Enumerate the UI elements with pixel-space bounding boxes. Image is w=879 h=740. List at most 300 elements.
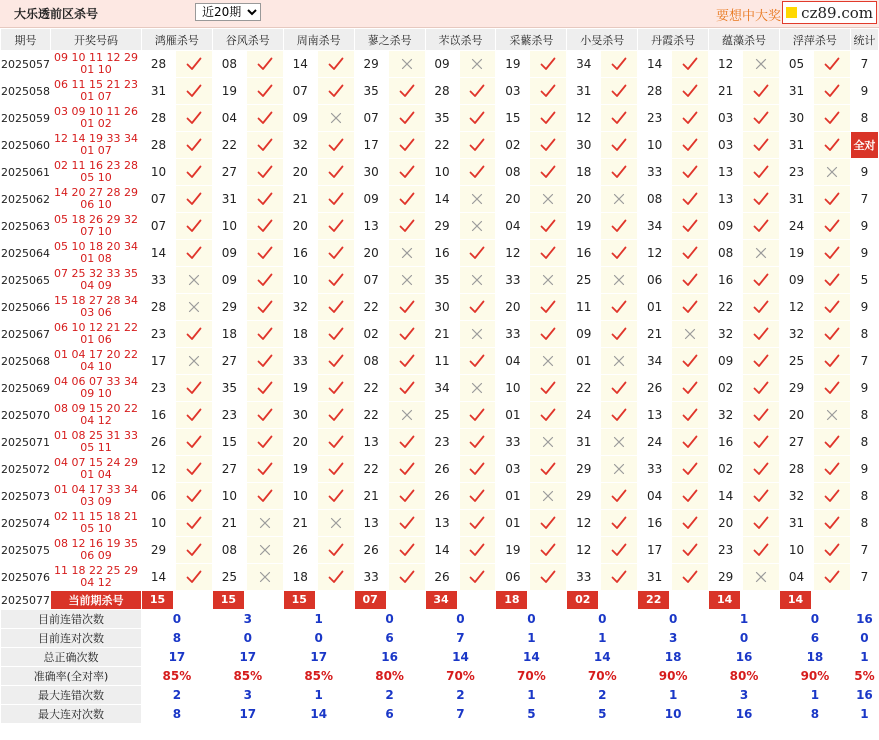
draw-numbers-cell xyxy=(51,186,142,213)
kill-number-cell: 21 xyxy=(354,483,388,510)
back-numbers: 09 10 xyxy=(80,387,112,400)
kill-number-cell: 09 xyxy=(567,321,601,348)
kill-number-cell: 32 xyxy=(779,483,813,510)
check-icon xyxy=(813,483,850,510)
cross-icon xyxy=(175,348,212,375)
check-icon xyxy=(246,321,283,348)
check-icon xyxy=(530,456,567,483)
check-icon xyxy=(246,78,283,105)
col-fuping: 浮萍杀号 xyxy=(779,29,850,51)
cross-icon xyxy=(530,483,567,510)
summary-value: 0 xyxy=(425,610,496,629)
check-icon xyxy=(813,267,850,294)
kill-number-cell: 33 xyxy=(141,267,175,294)
current-kill-cell xyxy=(141,591,175,610)
check-icon xyxy=(530,105,567,132)
check-icon xyxy=(813,240,850,267)
top-bar xyxy=(0,0,879,28)
check-icon xyxy=(388,159,425,186)
stat-cell: 8 xyxy=(850,321,878,348)
period-cell: 2025061 xyxy=(1,159,51,186)
kill-number-cell: 11 xyxy=(425,348,459,375)
kill-number-cell: 26 xyxy=(425,456,459,483)
kill-number-cell: 07 xyxy=(283,78,317,105)
kill-number-cell: 12 xyxy=(141,456,175,483)
check-icon xyxy=(601,240,638,267)
table-row xyxy=(1,132,879,159)
front-numbers: 14 20 27 28 29 xyxy=(53,186,138,199)
check-icon xyxy=(672,537,709,564)
kill-number-cell: 35 xyxy=(354,78,388,105)
front-numbers: 08 09 15 20 22 xyxy=(53,402,138,415)
kill-number-cell: 06 xyxy=(141,483,175,510)
summary-value: 3 xyxy=(212,686,283,705)
draw-numbers-cell xyxy=(51,402,142,429)
kill-number-cell: 10 xyxy=(283,483,317,510)
kill-number-cell: 27 xyxy=(212,348,246,375)
summary-value: 6 xyxy=(779,629,850,648)
summary-value: 0 xyxy=(141,610,212,629)
col-yunzao: 蕴藻杀号 xyxy=(709,29,780,51)
summary-value: 6 xyxy=(354,629,425,648)
check-icon xyxy=(672,267,709,294)
summary-value: 1 xyxy=(496,686,567,705)
kill-number-cell: 26 xyxy=(638,375,672,402)
current-kill-badge: 02 xyxy=(567,591,598,609)
check-icon xyxy=(388,456,425,483)
kill-number-cell: 27 xyxy=(779,429,813,456)
kill-number-cell: 35 xyxy=(212,375,246,402)
kill-number-cell: 23 xyxy=(638,105,672,132)
cross-icon xyxy=(459,375,496,402)
cross-icon xyxy=(601,348,638,375)
back-numbers: 05 10 xyxy=(80,171,112,184)
summary-value: 0 xyxy=(354,610,425,629)
check-icon xyxy=(175,159,212,186)
stat-cell: 9 xyxy=(850,159,878,186)
kill-number-cell: 32 xyxy=(283,132,317,159)
kill-number-cell: 13 xyxy=(354,510,388,537)
stat-cell: 7 xyxy=(850,537,878,564)
kill-number-cell: 10 xyxy=(779,537,813,564)
kill-number-cell: 01 xyxy=(638,294,672,321)
check-icon xyxy=(813,321,850,348)
kill-number-cell: 13 xyxy=(709,159,743,186)
stat-cell: 5 xyxy=(850,267,878,294)
period-cell: 2025068 xyxy=(1,348,51,375)
period-cell: 2025059 xyxy=(1,105,51,132)
kill-number-cell: 22 xyxy=(212,132,246,159)
kill-number-cell: 01 xyxy=(496,510,530,537)
draw-numbers-cell xyxy=(51,213,142,240)
check-icon xyxy=(317,240,354,267)
front-numbers: 07 25 32 33 35 xyxy=(53,267,138,280)
kill-number-cell: 08 xyxy=(212,51,246,78)
kill-number-cell: 23 xyxy=(141,321,175,348)
kill-number-cell: 03 xyxy=(709,132,743,159)
kill-number-cell: 22 xyxy=(354,375,388,402)
check-icon xyxy=(743,483,780,510)
kill-number-cell: 12 xyxy=(709,51,743,78)
check-icon xyxy=(601,51,638,78)
site-logo[interactable] xyxy=(782,1,877,24)
cross-icon xyxy=(813,402,850,429)
summary-value: 3 xyxy=(709,686,780,705)
cross-icon xyxy=(672,321,709,348)
kill-number-cell: 25 xyxy=(567,267,601,294)
summary-value: 0 xyxy=(638,610,709,629)
kill-number-cell: 28 xyxy=(141,105,175,132)
current-kill-label: 当前期杀号 xyxy=(51,591,142,610)
check-icon xyxy=(530,213,567,240)
table-row xyxy=(1,483,879,510)
table-row xyxy=(1,240,879,267)
draw-numbers-cell xyxy=(51,159,142,186)
kill-number-cell: 28 xyxy=(779,456,813,483)
kill-number-cell: 13 xyxy=(425,510,459,537)
check-icon xyxy=(530,537,567,564)
table-row xyxy=(1,78,879,105)
kill-number-cell: 26 xyxy=(425,564,459,591)
check-icon xyxy=(743,537,780,564)
kill-number-cell: 10 xyxy=(212,213,246,240)
check-icon xyxy=(530,321,567,348)
check-icon xyxy=(813,564,850,591)
check-icon xyxy=(813,510,850,537)
cross-icon xyxy=(530,429,567,456)
front-numbers: 02 11 15 18 21 xyxy=(53,510,138,523)
kill-number-cell: 23 xyxy=(212,402,246,429)
kill-number-cell: 31 xyxy=(779,186,813,213)
check-icon xyxy=(530,78,567,105)
period-cell: 2025069 xyxy=(1,375,51,402)
summary-value: 85% xyxy=(283,667,354,686)
draw-numbers-cell xyxy=(51,429,142,456)
check-icon xyxy=(672,213,709,240)
kill-number-cell: 33 xyxy=(496,267,530,294)
blank-cell xyxy=(317,591,354,610)
current-period-row xyxy=(1,591,879,610)
check-icon xyxy=(813,186,850,213)
kill-number-cell: 13 xyxy=(709,186,743,213)
front-numbers: 08 12 16 19 35 xyxy=(53,537,138,550)
check-icon xyxy=(530,132,567,159)
check-icon xyxy=(388,348,425,375)
summary-value: 8 xyxy=(141,629,212,648)
cross-icon xyxy=(317,105,354,132)
summary-value: 1 xyxy=(779,686,850,705)
check-icon xyxy=(459,159,496,186)
check-icon xyxy=(743,213,780,240)
kill-number-cell: 01 xyxy=(496,483,530,510)
kill-number-cell: 02 xyxy=(709,375,743,402)
kill-number-cell: 17 xyxy=(354,132,388,159)
check-icon xyxy=(459,348,496,375)
kill-number-cell: 20 xyxy=(283,429,317,456)
summary-value: 80% xyxy=(709,667,780,686)
table-row xyxy=(1,375,879,402)
current-kill-badge: 18 xyxy=(496,591,527,609)
check-icon xyxy=(530,240,567,267)
check-icon xyxy=(317,456,354,483)
kill-number-cell: 19 xyxy=(567,213,601,240)
check-icon xyxy=(388,294,425,321)
check-icon xyxy=(175,321,212,348)
period-cell: 2025076 xyxy=(1,564,51,591)
kill-number-cell: 21 xyxy=(212,510,246,537)
period-cell: 2025073 xyxy=(1,483,51,510)
kill-number-cell: 10 xyxy=(496,375,530,402)
kill-number-cell: 09 xyxy=(779,267,813,294)
summary-label: 最大连错次数 xyxy=(1,686,142,705)
summary-value: 0 xyxy=(709,629,780,648)
front-numbers: 03 09 10 11 26 xyxy=(53,105,138,118)
kill-number-cell: 29 xyxy=(779,375,813,402)
period-cell: 2025063 xyxy=(1,213,51,240)
front-numbers: 01 08 25 31 33 xyxy=(53,429,138,442)
kill-number-cell: 14 xyxy=(425,186,459,213)
draw-numbers-cell xyxy=(51,456,142,483)
cross-icon xyxy=(246,537,283,564)
kill-number-cell: 25 xyxy=(425,402,459,429)
kill-number-cell: 26 xyxy=(141,429,175,456)
check-icon xyxy=(317,321,354,348)
check-icon xyxy=(388,105,425,132)
kill-number-cell: 34 xyxy=(425,375,459,402)
kill-number-cell: 07 xyxy=(141,213,175,240)
cross-icon xyxy=(601,186,638,213)
check-icon xyxy=(459,132,496,159)
kill-number-cell: 30 xyxy=(354,159,388,186)
kill-number-cell: 10 xyxy=(212,483,246,510)
summary-value: 10 xyxy=(638,705,709,724)
summary-value: 17 xyxy=(141,648,212,667)
kill-number-cell: 28 xyxy=(141,294,175,321)
check-icon xyxy=(743,348,780,375)
col-caifan: 采蘩杀号 xyxy=(496,29,567,51)
header-row xyxy=(1,29,879,51)
check-icon xyxy=(459,240,496,267)
check-icon xyxy=(672,348,709,375)
kill-number-cell: 10 xyxy=(283,267,317,294)
check-icon xyxy=(530,510,567,537)
cross-icon xyxy=(601,456,638,483)
current-kill-cell xyxy=(283,591,317,610)
current-kill-badge: 14 xyxy=(709,591,740,609)
kill-number-cell: 16 xyxy=(638,510,672,537)
current-kill-cell xyxy=(638,591,672,610)
blank-cell xyxy=(672,591,709,610)
kill-number-cell: 24 xyxy=(779,213,813,240)
back-numbers: 04 12 xyxy=(80,576,112,589)
kill-number-cell: 30 xyxy=(283,402,317,429)
check-icon xyxy=(813,132,850,159)
draw-numbers-cell xyxy=(51,267,142,294)
stat-cell: 8 xyxy=(850,483,878,510)
kill-number-cell: 09 xyxy=(283,105,317,132)
check-icon xyxy=(317,159,354,186)
kill-number-cell: 31 xyxy=(638,564,672,591)
check-icon xyxy=(317,294,354,321)
blank-cell xyxy=(246,591,283,610)
front-numbers: 06 10 12 21 22 xyxy=(53,321,138,334)
summary-value: 14 xyxy=(496,648,567,667)
summary-value: 3 xyxy=(638,629,709,648)
cross-icon xyxy=(175,267,212,294)
check-icon xyxy=(672,402,709,429)
kill-number-cell: 21 xyxy=(709,78,743,105)
kill-number-cell: 22 xyxy=(709,294,743,321)
kill-number-cell: 29 xyxy=(141,537,175,564)
summary-value: 90% xyxy=(638,667,709,686)
kill-number-cell: 23 xyxy=(779,159,813,186)
period-range-select[interactable] xyxy=(195,3,261,21)
check-icon xyxy=(601,132,638,159)
summary-value: 8 xyxy=(779,705,850,724)
check-icon xyxy=(246,105,283,132)
current-kill-badge: 14 xyxy=(780,591,811,609)
kill-number-cell: 22 xyxy=(354,294,388,321)
check-icon xyxy=(813,78,850,105)
kill-number-cell: 20 xyxy=(496,186,530,213)
current-kill-cell xyxy=(567,591,601,610)
current-kill-badge: 34 xyxy=(426,591,457,609)
back-numbers: 06 10 xyxy=(80,198,112,211)
promo-marquee[interactable]: 要想中大奖 xyxy=(716,9,782,24)
kill-number-cell: 33 xyxy=(354,564,388,591)
summary-value: 2 xyxy=(425,686,496,705)
check-icon xyxy=(388,537,425,564)
kill-number-cell: 03 xyxy=(496,456,530,483)
kill-number-cell: 08 xyxy=(709,240,743,267)
check-icon xyxy=(246,213,283,240)
front-numbers: 04 06 07 33 34 xyxy=(53,375,138,388)
kill-number-cell: 32 xyxy=(283,294,317,321)
check-icon xyxy=(246,186,283,213)
check-icon xyxy=(246,51,283,78)
current-kill-cell xyxy=(425,591,459,610)
check-icon xyxy=(743,456,780,483)
kill-number-cell: 25 xyxy=(212,564,246,591)
front-numbers: 11 18 22 25 29 xyxy=(53,564,138,577)
period-cell: 2025072 xyxy=(1,456,51,483)
blank-cell xyxy=(388,591,425,610)
check-icon xyxy=(175,429,212,456)
summary-value: 7 xyxy=(425,705,496,724)
kill-number-cell: 29 xyxy=(567,456,601,483)
kill-number-cell: 19 xyxy=(283,375,317,402)
cross-icon xyxy=(459,267,496,294)
col-hongyan: 鸿雁杀号 xyxy=(141,29,212,51)
summary-value: 0 xyxy=(212,629,283,648)
period-cell: 2025074 xyxy=(1,510,51,537)
check-icon xyxy=(530,402,567,429)
check-icon xyxy=(459,510,496,537)
check-icon xyxy=(317,348,354,375)
summary-value: 1 xyxy=(496,629,567,648)
check-icon xyxy=(672,456,709,483)
kill-number-cell: 19 xyxy=(496,51,530,78)
check-icon xyxy=(317,78,354,105)
kill-number-cell: 20 xyxy=(567,186,601,213)
kill-number-cell: 22 xyxy=(354,456,388,483)
check-icon xyxy=(813,294,850,321)
cross-icon xyxy=(530,267,567,294)
summary-value: 1 xyxy=(709,610,780,629)
check-icon xyxy=(317,267,354,294)
summary-value: 18 xyxy=(638,648,709,667)
table-row xyxy=(1,402,879,429)
kill-number-cell: 26 xyxy=(283,537,317,564)
stat-cell: 7 xyxy=(850,348,878,375)
kill-number-cell: 33 xyxy=(283,348,317,375)
summary-rows xyxy=(1,610,879,724)
stat-cell: 7 xyxy=(850,564,878,591)
check-icon xyxy=(672,51,709,78)
summary-value: 16 xyxy=(709,648,780,667)
check-icon xyxy=(175,564,212,591)
check-icon xyxy=(388,510,425,537)
back-numbers: 04 09 xyxy=(80,279,112,292)
check-icon xyxy=(459,483,496,510)
kill-number-cell: 19 xyxy=(283,456,317,483)
check-icon xyxy=(672,78,709,105)
kill-number-cell: 33 xyxy=(567,564,601,591)
kill-number-cell: 02 xyxy=(354,321,388,348)
check-icon xyxy=(601,159,638,186)
kill-number-cell: 32 xyxy=(779,321,813,348)
period-cell: 2025075 xyxy=(1,537,51,564)
kill-number-cell: 35 xyxy=(425,105,459,132)
check-icon xyxy=(459,456,496,483)
kill-number-cell: 06 xyxy=(496,564,530,591)
kill-number-cell: 34 xyxy=(638,213,672,240)
period-cell: 2025065 xyxy=(1,267,51,294)
stat-cell: 9 xyxy=(850,78,878,105)
back-numbers: 01 04 xyxy=(80,468,112,481)
check-icon xyxy=(317,564,354,591)
summary-value: 17 xyxy=(212,705,283,724)
summary-value: 90% xyxy=(779,667,850,686)
summary-value: 1 xyxy=(567,629,638,648)
current-kill-cell xyxy=(212,591,246,610)
kill-number-cell: 31 xyxy=(567,429,601,456)
summary-value: 2 xyxy=(141,686,212,705)
kill-number-cell: 35 xyxy=(425,267,459,294)
check-icon xyxy=(672,105,709,132)
all-correct-badge: 全对 xyxy=(850,132,878,159)
cross-icon xyxy=(813,159,850,186)
front-numbers: 05 10 18 20 34 xyxy=(53,240,138,253)
col-fuyi: 芣苡杀号 xyxy=(425,29,496,51)
kill-number-cell: 28 xyxy=(425,78,459,105)
check-icon xyxy=(317,213,354,240)
check-icon xyxy=(175,213,212,240)
summary-value: 2 xyxy=(567,686,638,705)
kill-number-cell: 21 xyxy=(283,186,317,213)
cross-icon xyxy=(175,294,212,321)
kill-number-table xyxy=(0,28,879,724)
blank-cell xyxy=(813,591,850,610)
check-icon xyxy=(813,51,850,78)
check-icon xyxy=(743,510,780,537)
table-row xyxy=(1,51,879,78)
check-icon xyxy=(246,267,283,294)
kill-number-cell: 10 xyxy=(425,159,459,186)
kill-number-cell: 24 xyxy=(567,402,601,429)
kill-number-cell: 04 xyxy=(638,483,672,510)
check-icon xyxy=(743,186,780,213)
